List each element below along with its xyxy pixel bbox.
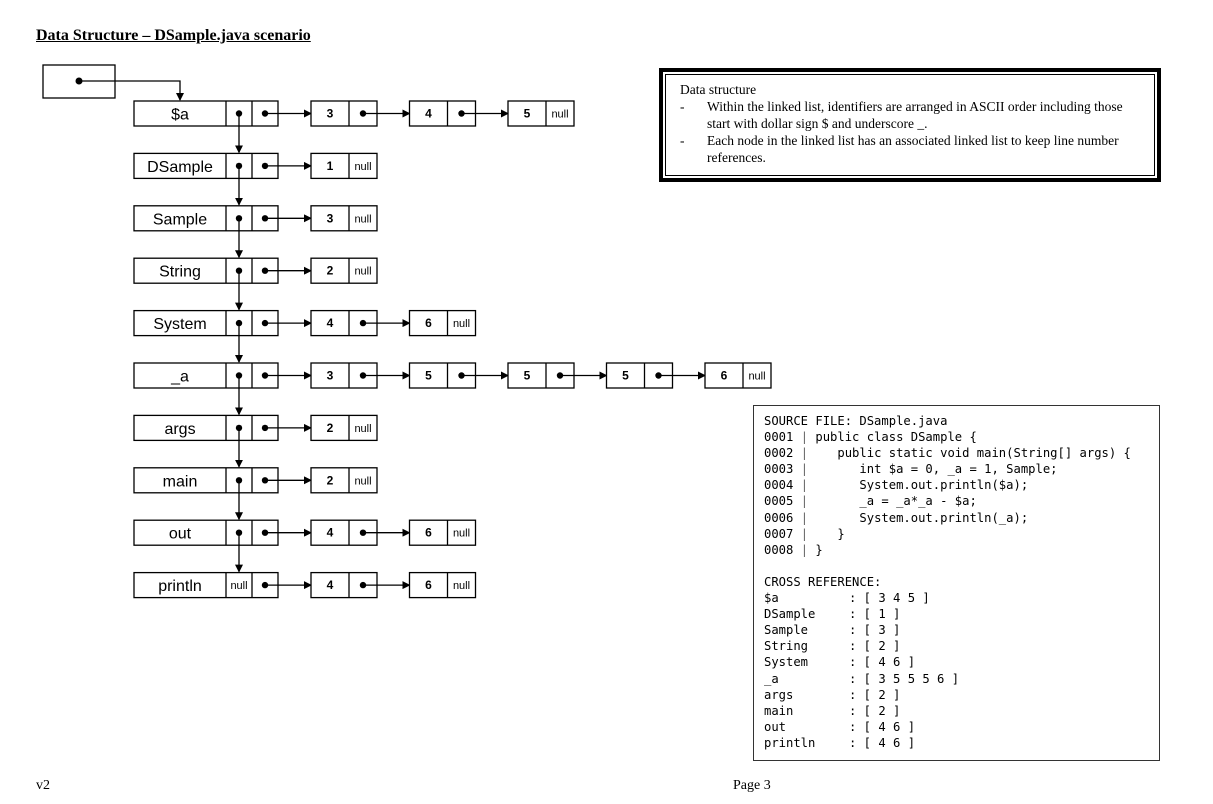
line-code: System.out.println(_a); <box>815 510 1029 525</box>
identifier-node-box <box>134 415 278 440</box>
line-number: 0002 <box>764 446 794 461</box>
identifier-label: _a <box>171 368 189 386</box>
source-line <box>764 461 1159 477</box>
xref-row <box>764 606 1159 622</box>
source-line <box>764 542 1159 558</box>
line-ref-null: null <box>748 370 766 383</box>
source-header: SOURCE FILE: DSample.java <box>764 414 948 428</box>
xref-identifier: $a <box>764 591 779 606</box>
xref-header: CROSS REFERENCE: <box>764 574 882 589</box>
identifier-label: $a <box>171 106 189 124</box>
line-number: 0006 <box>764 510 794 525</box>
line-number-value: 4 <box>425 106 432 121</box>
identifier-label: DSample <box>147 158 213 176</box>
line-number-value: 5 <box>523 106 531 121</box>
line-code: } <box>815 542 823 557</box>
xref-lines-list: : [ 2 ] <box>849 687 901 702</box>
line-number-value: 5 <box>425 368 432 383</box>
note-list <box>680 98 1144 166</box>
xref-identifier: System <box>764 655 809 670</box>
line-number: 0007 <box>764 526 794 541</box>
line-ref-null: null <box>452 527 471 540</box>
identifier-node-box <box>134 520 278 545</box>
data-structure-note <box>659 68 1161 182</box>
xref-lines <box>764 590 1159 751</box>
line-number-value: 1 <box>326 158 334 173</box>
line-number: 0004 <box>764 478 794 493</box>
xref-row <box>764 590 1159 606</box>
note-heading: Data structure <box>680 82 757 97</box>
identifier-node <box>134 520 476 571</box>
line-number-value: 6 <box>425 578 432 593</box>
xref-identifier: args <box>764 687 794 702</box>
xref-identifier: _a <box>764 671 779 686</box>
xref-lines-list: : [ 3 ] <box>849 623 901 638</box>
line-ref-null: null <box>354 422 372 435</box>
source-line <box>764 493 1159 509</box>
xref-row <box>764 735 1159 751</box>
line-number-value: 3 <box>326 106 334 121</box>
line-ref-node <box>410 520 476 545</box>
line-ref-node <box>311 153 377 178</box>
identifier-label: String <box>159 263 201 281</box>
identifier-node-box <box>134 468 278 493</box>
line-ref-node <box>311 258 377 283</box>
line-ref-node <box>311 415 377 440</box>
note-item: - Each node in the linked list has an associated linked list to keep line number references. <box>680 132 1144 166</box>
next-null-label: null <box>230 580 248 593</box>
line-ref-node <box>311 206 377 231</box>
footer-version: v2 <box>36 778 50 793</box>
line-number-value: 6 <box>425 316 432 331</box>
source-line <box>764 526 1159 542</box>
line-number: 0005 <box>764 494 794 509</box>
xref-row <box>764 719 1159 735</box>
line-code: System.out.println($a); <box>815 478 1029 493</box>
identifier-node <box>134 311 476 362</box>
line-number: 0003 <box>764 462 794 477</box>
note-inner <box>665 74 1155 176</box>
line-separator: | <box>793 494 816 509</box>
line-ref-null: null <box>354 475 372 488</box>
line-separator: | <box>793 542 816 557</box>
footer-page-number: Page 3 <box>733 778 771 793</box>
identifier-node <box>134 363 771 414</box>
xref-identifier: println <box>764 735 816 750</box>
line-number-value: 6 <box>425 525 432 540</box>
identifier-node <box>134 415 377 466</box>
identifier-node <box>134 258 377 309</box>
line-number-value: 2 <box>326 473 334 488</box>
line-number-value: 4 <box>326 578 334 593</box>
xref-lines-list: : [ 4 6 ] <box>849 719 916 734</box>
line-ref-node <box>410 311 476 336</box>
xref-row <box>764 638 1159 654</box>
identifier-label: println <box>158 578 202 596</box>
source-line <box>764 429 1159 445</box>
line-ref-null: null <box>551 108 569 121</box>
line-separator: | <box>793 478 816 493</box>
xref-row <box>764 703 1159 719</box>
line-number-value: 4 <box>326 316 334 331</box>
identifier-node-box <box>134 101 278 126</box>
line-ref-null: null <box>354 265 372 278</box>
identifier-node <box>134 153 377 204</box>
page-title: Data Structure – DSample.java scenario <box>36 27 311 44</box>
xref-identifier: String <box>764 639 809 654</box>
note-item: - Within the linked list, identifiers are arranged in ASCII order including those start with dollar sign $ and underscore _. <box>680 98 1144 132</box>
xref-identifier: main <box>764 703 794 718</box>
line-separator: | <box>793 462 816 477</box>
xref-row <box>764 654 1159 670</box>
identifier-node <box>134 468 377 519</box>
xref-lines-list: : [ 3 5 5 5 6 ] <box>849 671 960 686</box>
line-code: public class DSample { <box>815 430 977 445</box>
line-separator: | <box>793 526 816 541</box>
line-number-value: 4 <box>326 525 334 540</box>
xref-lines-list: : [ 2 ] <box>849 703 901 718</box>
identifier-node <box>134 206 377 257</box>
line-code: } <box>815 526 845 541</box>
xref-lines-list: : [ 3 4 5 ] <box>849 591 930 606</box>
line-number-value: 6 <box>720 368 728 383</box>
xref-lines-list: : [ 2 ] <box>849 639 901 654</box>
xref-lines-list: : [ 4 6 ] <box>849 735 916 750</box>
line-code: public static void main(String[] args) { <box>815 446 1131 461</box>
xref-lines-list: : [ 1 ] <box>849 607 901 622</box>
line-number-value: 3 <box>326 211 334 226</box>
xref-row <box>764 687 1159 703</box>
line-ref-node <box>410 573 476 598</box>
source-line <box>764 477 1159 493</box>
xref-lines-list: : [ 4 6 ] <box>849 655 916 670</box>
identifier-node <box>134 573 476 598</box>
identifier-node-box <box>134 573 278 598</box>
xref-identifier: DSample <box>764 607 816 622</box>
line-number-value: 3 <box>326 368 334 383</box>
identifier-label: Sample <box>152 211 208 229</box>
identifier-node-box <box>134 363 278 388</box>
xref-row <box>764 671 1159 687</box>
line-ref-null: null <box>354 160 372 173</box>
line-separator: | <box>793 510 816 525</box>
line-separator: | <box>793 446 816 461</box>
line-code: _a = _a*_a - $a; <box>815 494 977 509</box>
line-ref-node <box>508 101 574 126</box>
line-number-value: 2 <box>326 420 334 435</box>
line-number: 0008 <box>764 542 794 557</box>
line-ref-null: null <box>354 213 372 226</box>
line-ref-node <box>705 363 771 388</box>
line-ref-null: null <box>452 580 471 593</box>
xref-identifier: Sample <box>764 623 809 638</box>
source-code-panel <box>753 405 1160 761</box>
line-number-value: 2 <box>326 263 334 278</box>
identifier-node <box>134 101 574 152</box>
line-number-value: 5 <box>523 368 531 383</box>
source-lines <box>764 429 1159 558</box>
identifier-label: out <box>168 525 192 543</box>
identifier-node-box <box>134 258 278 283</box>
source-line <box>764 510 1159 526</box>
source-line <box>764 445 1159 461</box>
line-number: 0001 <box>764 430 794 445</box>
identifier-label: System <box>153 316 207 334</box>
line-code: int $a = 0, _a = 1, Sample; <box>815 462 1058 477</box>
identifier-label: args <box>164 420 196 438</box>
blank-line <box>764 558 1159 574</box>
xref-identifier: out <box>764 719 787 734</box>
line-ref-node <box>311 468 377 493</box>
line-separator: | <box>793 430 816 445</box>
line-number-value: 5 <box>622 368 629 383</box>
line-ref-null: null <box>452 318 471 331</box>
xref-row <box>764 622 1159 638</box>
identifier-label: main <box>162 473 198 491</box>
